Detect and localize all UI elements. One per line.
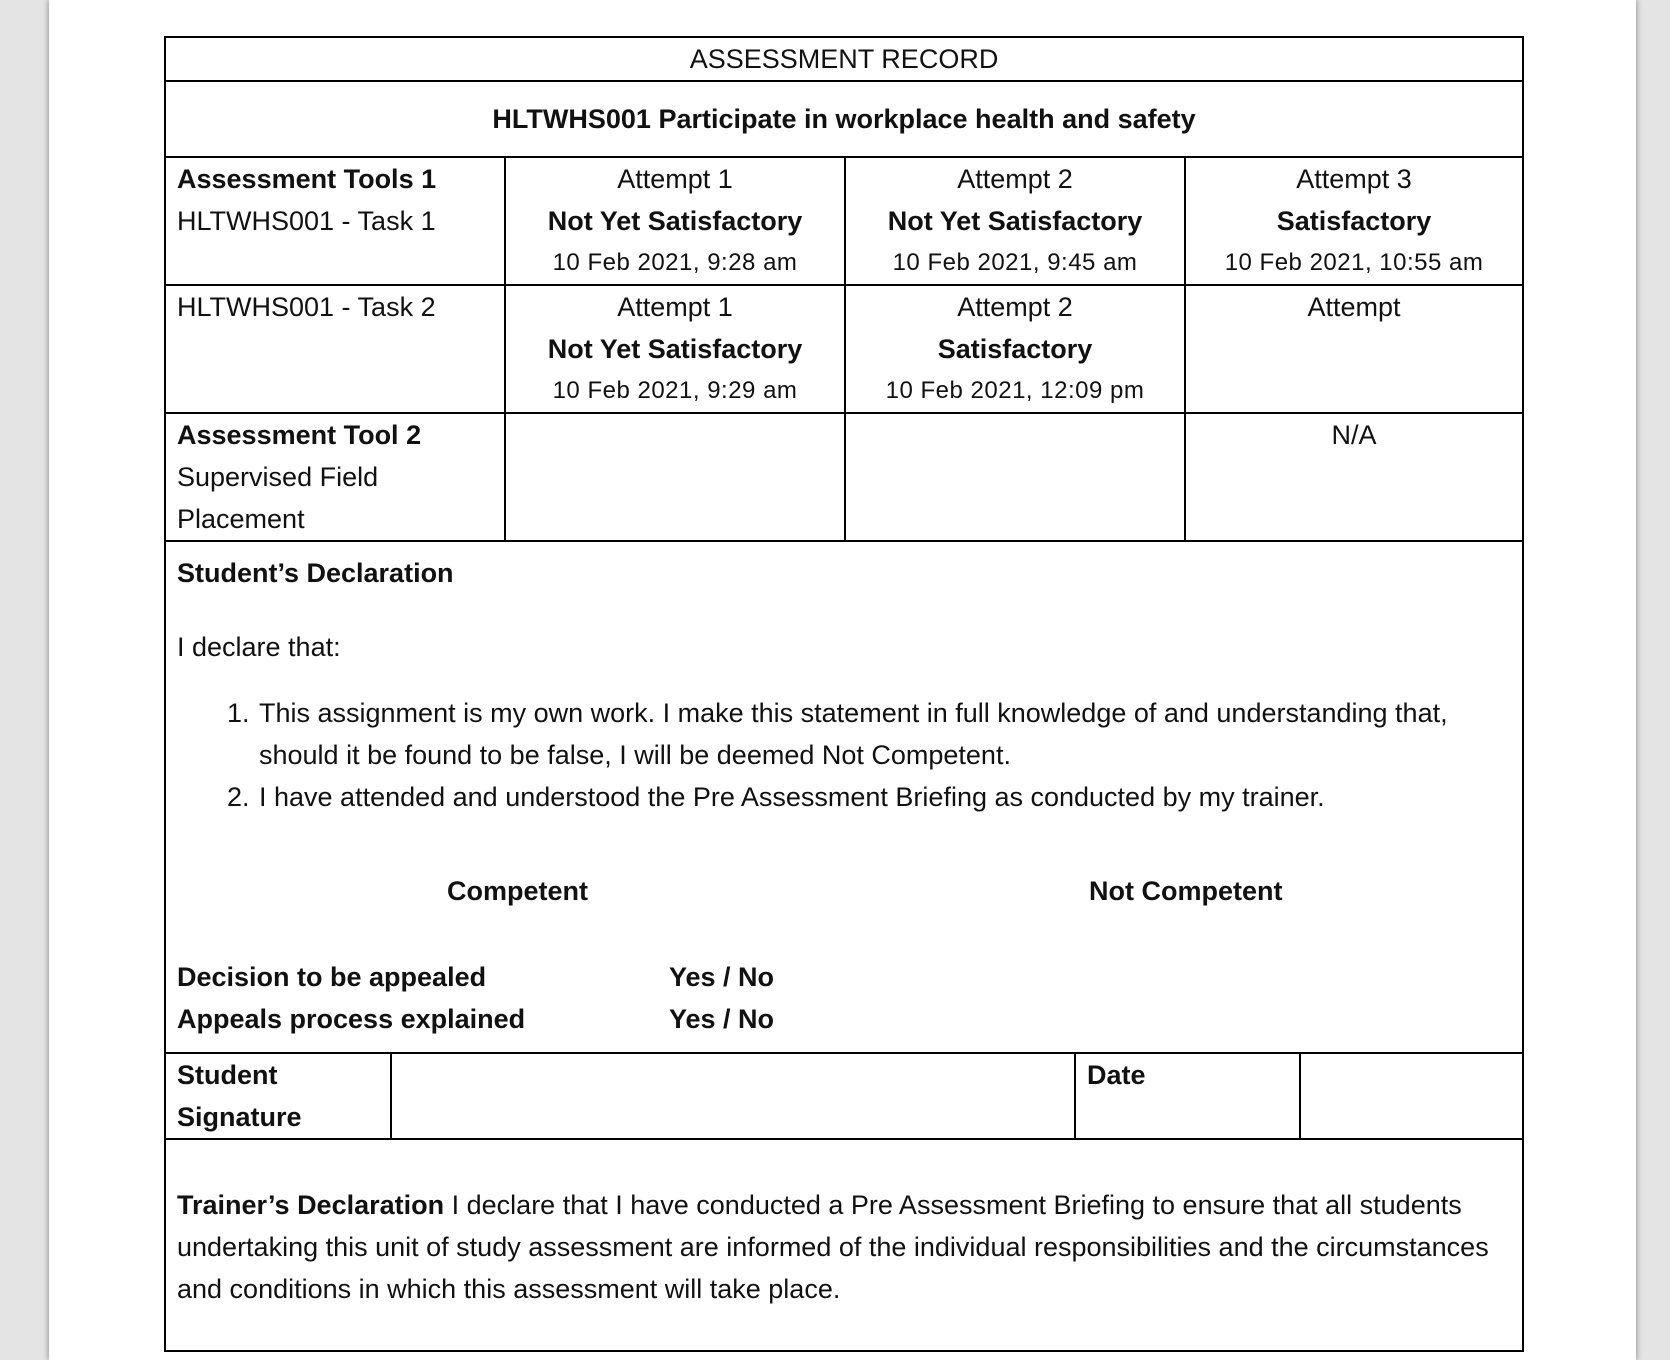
appeal-row [177, 998, 1511, 1040]
attempt-cell [1185, 157, 1523, 285]
document-page [49, 0, 1636, 1360]
trainer-declaration-title: Trainer’s Declaration [177, 1190, 445, 1220]
task-label-cell [165, 285, 505, 413]
tool2-row [165, 413, 1523, 541]
task-row [165, 285, 1523, 413]
tool2-label-cell [165, 413, 505, 541]
signature-label-line: Signature [177, 1102, 302, 1132]
signature-label-line: Student [177, 1060, 278, 1090]
trainer-declaration-section [165, 1139, 1523, 1351]
tool2-value: N/A [1185, 413, 1523, 541]
attempt-date: 10 Feb 2021, 9:28 am [552, 249, 798, 276]
declaration-item: 2. I have attended and understood the Pre Assessment Briefing as conducted by my trainer. [257, 776, 1511, 818]
attempt-cell [505, 157, 845, 285]
date-field[interactable] [1300, 1053, 1523, 1139]
task-name: HLTWHS001 - Task 2 [177, 292, 436, 322]
appeal-label: Decision to be appealed [177, 962, 487, 992]
date-label: Date [1075, 1053, 1300, 1139]
appeal-block [177, 956, 1511, 1040]
attempt-result: Not Yet Satisfactory [547, 334, 803, 364]
appeal-row [177, 956, 1511, 998]
student-signature-label [165, 1053, 391, 1139]
attempt-label: Attempt [1307, 292, 1401, 322]
attempt-cell [845, 157, 1185, 285]
attempt-result: Satisfactory [1276, 206, 1432, 236]
attempt-label: Attempt 1 [617, 292, 733, 322]
signature-row [165, 1053, 1523, 1139]
trainer-declaration-text: I declare that I have conducted a Pre Assessment Briefing to ensure that all students undertaking this unit of study assessment are informed of the individual responsibilities and the circumstances and conditions in which this assessment will take place. [177, 1190, 1489, 1304]
attempt-date: 10 Feb 2021, 9:29 am [552, 377, 798, 404]
attempt-cell [1185, 285, 1523, 413]
declaration-list [177, 692, 1511, 818]
appeal-label: Appeals process explained [177, 1004, 526, 1034]
yes-no-option[interactable]: Yes / No [669, 1004, 775, 1034]
record-header: ASSESSMENT RECORD [165, 37, 1523, 81]
attempt-result: Not Yet Satisfactory [547, 206, 803, 236]
attempt-date: 10 Feb 2021, 10:55 am [1224, 249, 1484, 276]
unit-title: HLTWHS001 Participate in workplace health and safety [165, 81, 1523, 157]
attempt-date: 10 Feb 2021, 9:45 am [892, 249, 1138, 276]
declaration-intro: I declare that: [177, 632, 341, 662]
empty-cell [505, 413, 845, 541]
attempt-label: Attempt 3 [1296, 164, 1412, 194]
attempt-cell [505, 285, 845, 413]
not-competent-option[interactable]: Not Competent [1089, 876, 1283, 906]
attempt-result: Not Yet Satisfactory [887, 206, 1143, 236]
attempt-result: Satisfactory [937, 334, 1093, 364]
attempt-label: Attempt 1 [617, 164, 733, 194]
task-label-cell [165, 157, 505, 285]
tool-heading: Assessment Tools 1 [177, 164, 437, 194]
competent-option[interactable]: Competent [447, 876, 588, 906]
attempt-label: Attempt 2 [957, 164, 1073, 194]
empty-cell [845, 413, 1185, 541]
student-signature-field[interactable] [391, 1053, 1075, 1139]
tool2-name: Supervised Field [177, 462, 379, 492]
attempt-date: 10 Feb 2021, 12:09 pm [885, 377, 1145, 404]
yes-no-option[interactable]: Yes / No [669, 962, 775, 992]
student-declaration-title: Student’s Declaration [177, 558, 454, 588]
task-row [165, 157, 1523, 285]
attempt-cell [845, 285, 1185, 413]
tool2-name: Placement [177, 504, 305, 534]
competency-options [177, 846, 1511, 936]
assessment-record-table [164, 36, 1524, 1352]
task-name: HLTWHS001 - Task 1 [177, 206, 436, 236]
attempt-label: Attempt 2 [957, 292, 1073, 322]
tool-heading: Assessment Tool 2 [177, 420, 422, 450]
declaration-item: 1. This assignment is my own work. I make this statement in full knowledge of and understanding that, should it be found to be false, I will be deemed Not Competent. [257, 692, 1511, 776]
student-declaration-section [165, 541, 1523, 1053]
